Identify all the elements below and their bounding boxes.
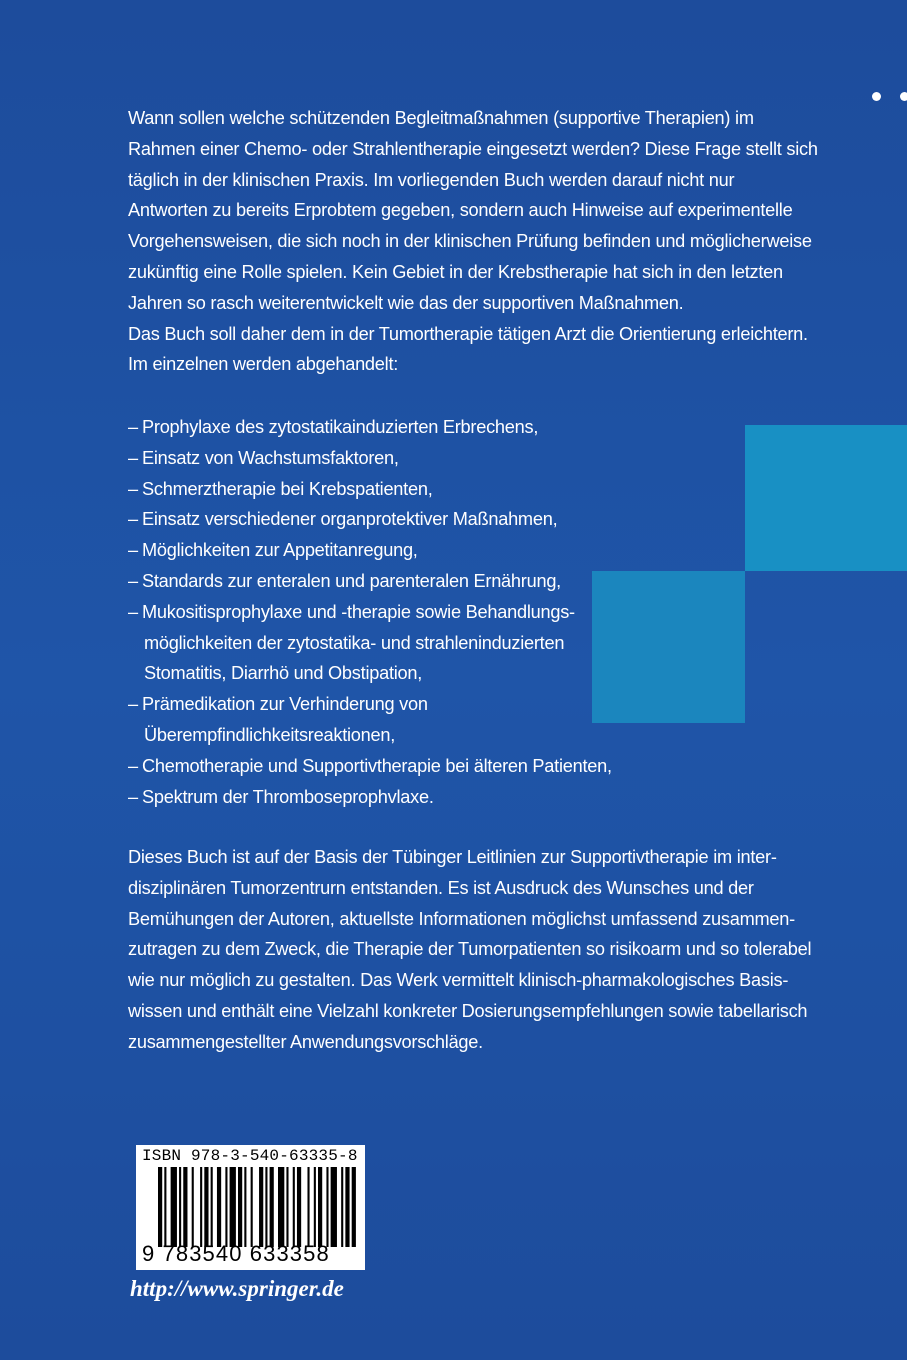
barcode-bar [200, 1167, 202, 1247]
list-dash: – [128, 601, 138, 622]
intro-line: Rahmen einer Chemo- oder Strahlentherapie eingesetzt werden? Diese Frage stellt sich [128, 138, 818, 159]
topic-item [128, 782, 848, 813]
barcode-bar [318, 1167, 322, 1247]
topic-item [128, 597, 848, 628]
dot-icon [872, 92, 881, 101]
intro-line: Jahren so rasch weiterentwickelt wie das der supportiven Maßnahmen. [128, 292, 684, 313]
topic-item [128, 535, 848, 566]
decorative-dots [872, 92, 907, 106]
closing-line: wie nur möglich zu gestalten. Das Werk vermittelt klinisch-pharmakologisches Basis- [128, 970, 789, 991]
barcode-bar [265, 1167, 267, 1247]
closing-line: zutragen zu dem Zweck, die Therapie der Tumorpatienten so risikoarm und so tolerabel [128, 939, 812, 960]
barcode-bar [230, 1167, 236, 1247]
barcode-bar [270, 1167, 274, 1247]
closing-line: disziplinären Tumorzentrurn entstanden. Es ist Ausdruck des Wunsches und der [128, 877, 754, 898]
topic-text: Standards zur enteralen und parenteralen Ernährung, [142, 570, 561, 591]
barcode-bars [158, 1167, 358, 1247]
barcode-bar [238, 1167, 242, 1247]
topic-text: Einsatz verschiedener organprotektiver Maßnahmen, [142, 509, 558, 530]
barcode-bar [297, 1167, 301, 1247]
topic-text: Chemotherapie und Supportivtherapie bei älteren Patienten, [142, 755, 612, 776]
barcode-bar [293, 1167, 295, 1247]
topic-item [128, 658, 848, 689]
topic-text: Spektrum der Thromboseprophvlaxe. [142, 786, 434, 807]
barcode-bar [307, 1167, 309, 1247]
topic-text: Schmerztherapie bei Krebspatienten, [142, 478, 433, 499]
topic-list [128, 412, 848, 812]
barcode-bar [341, 1167, 343, 1247]
list-dash: – [128, 786, 138, 807]
list-dash: – [128, 509, 138, 530]
barcode-bar [251, 1167, 253, 1247]
closing-line: Bemühungen der Autoren, aktuellste Informationen möglichst umfassend zusammen- [128, 908, 795, 929]
topic-item [128, 689, 848, 720]
list-dash: – [128, 417, 138, 437]
list-dash: – [128, 755, 138, 776]
topic-item [128, 474, 848, 505]
closing-line: Dieses Buch ist auf der Basis der Tübinger Leitlinien zur Supportivtherapie im inter- [128, 847, 777, 867]
barcode-bar [259, 1167, 263, 1247]
topic-text: Mukositisprophylaxe und -therapie sowie Behandlungs- [142, 601, 575, 622]
topic-item [128, 504, 848, 535]
list-dash: – [128, 447, 138, 468]
topic-text: Stomatitis, Diarrhö und Obstipation, [144, 663, 423, 684]
barcode-bar [331, 1167, 337, 1247]
intro-line: Im einzelnen werden abgehandelt: [128, 354, 399, 375]
barcode-bar [225, 1167, 227, 1247]
intro-line: Vorgehensweisen, die sich noch in der klinischen Prüfung befinden und möglicherweise [128, 231, 812, 252]
topic-item [128, 412, 848, 443]
barcode-bar [192, 1167, 194, 1247]
barcode-bar [183, 1167, 187, 1247]
intro-line: zukünftig eine Rolle spielen. Kein Gebiet in der Krebstherapie hat sich in den letzten [128, 261, 783, 282]
barcode-bar [179, 1167, 181, 1247]
topic-item [128, 751, 848, 782]
barcode-bar [352, 1167, 356, 1247]
topic-item [128, 566, 848, 597]
intro-line: täglich in der klinischen Praxis. Im vorliegenden Buch werden darauf nicht nur [128, 169, 735, 190]
list-dash: – [128, 540, 138, 561]
publisher-url[interactable]: http://www.springer.de [130, 1276, 344, 1301]
list-dash: – [128, 570, 138, 591]
topic-text: Einsatz von Wachstumsfaktoren, [142, 447, 399, 468]
topic-text: möglichkeiten der zytostatika- und strahleninduzierten [144, 632, 565, 653]
barcode-bar [171, 1167, 177, 1247]
intro-line: Antworten zu bereits Erprobtem gegeben, sondern auch Hinweise auf experimentelle [128, 200, 793, 221]
closing-line: zusammengestellter Anwendungsvorschläge. [128, 1031, 483, 1052]
intro-line: Das Buch soll daher dem in der Tumortherapie tätigen Arzt die Orientierung erleichtern. [128, 323, 808, 344]
barcode-bar [326, 1167, 328, 1247]
closing-line: wissen und enthält eine Vielzahl konkreter Dosierungsempfehlungen sowie tabellarisch [128, 1000, 808, 1021]
dot-icon [900, 92, 907, 101]
intro-paragraph [128, 103, 848, 380]
intro-line: Wann sollen welche schützenden Begleitmaßnahmen (supportive Therapien) im [128, 108, 754, 128]
barcode-bar [158, 1167, 162, 1247]
topic-text: Prämedikation zur Verhinderung von [142, 694, 428, 715]
closing-paragraph [128, 842, 848, 1058]
topic-text: Überempfindlichkeitsreaktionen, [144, 724, 396, 745]
barcode-bar [204, 1167, 208, 1247]
topic-item [128, 720, 848, 751]
barcode-digits: 9 783540 633358 [142, 1241, 330, 1266]
barcode-bar [278, 1167, 284, 1247]
isbn-barcode [136, 1145, 365, 1270]
list-dash: – [128, 694, 138, 715]
barcode-bar [244, 1167, 246, 1247]
topic-text: Möglichkeiten zur Appetitanregung, [142, 540, 418, 561]
barcode-bar [314, 1167, 316, 1247]
topic-item [128, 628, 848, 659]
barcode-bar [164, 1167, 166, 1247]
barcode-bar [286, 1167, 288, 1247]
list-dash: – [128, 478, 138, 499]
barcode-bar [217, 1167, 221, 1247]
isbn-label: ISBN 978-3-540-63335-8 [142, 1147, 358, 1165]
barcode-bar [345, 1167, 349, 1247]
topic-item [128, 443, 848, 474]
barcode-bar [211, 1167, 213, 1247]
topic-text: Prophylaxe des zytostatikainduzierten Erbrechens, [142, 417, 539, 437]
